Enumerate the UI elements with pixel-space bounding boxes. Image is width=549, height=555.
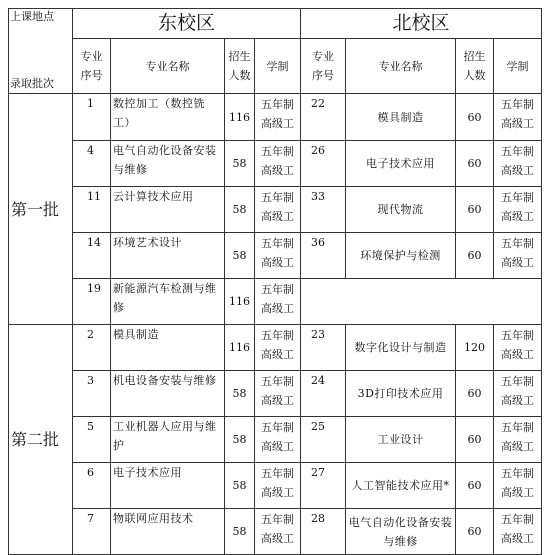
north-seq-cell: 22 <box>301 94 346 141</box>
east-name-cell: 工业机器人应用与维护 <box>111 417 225 463</box>
east-system-cell: 五年制高级工 <box>255 509 301 555</box>
east-count-cell: 116 <box>225 279 255 325</box>
east-seq-cell: 4 <box>73 141 111 187</box>
north-count-cell: 60 <box>456 417 494 463</box>
north-name-cell: 数字化设计与制造 <box>346 325 456 371</box>
north-name-header: 专业名称 <box>346 39 456 94</box>
table-row <box>9 94 542 141</box>
east-count-cell: 116 <box>225 94 255 141</box>
north-name-cell: 模具制造 <box>346 94 456 141</box>
north-seq-cell: 27 <box>301 463 346 509</box>
north-seq-header: 专业 序号 <box>301 39 346 94</box>
east-seq-cell: 1 <box>73 94 111 141</box>
east-count-cell: 58 <box>225 417 255 463</box>
east-name-cell: 环境艺术设计 <box>111 233 225 279</box>
campus-header-row <box>9 9 542 39</box>
north-system-cell: 五年制高级工 <box>494 463 542 509</box>
east-seq-cell: 14 <box>73 233 111 279</box>
north-name-cell: 电子技术应用 <box>346 141 456 187</box>
east-name-cell: 新能源汽车检测与维修 <box>111 279 225 325</box>
east-count-cell: 58 <box>225 233 255 279</box>
east-seq-cell: 6 <box>73 463 111 509</box>
north-count-cell: 120 <box>456 325 494 371</box>
east-enroll-header: 招生 人数 <box>225 39 255 94</box>
north-count-cell: 60 <box>456 94 494 141</box>
north-name-cell: 3D打印技术应用 <box>346 371 456 417</box>
east-seq-cell: 5 <box>73 417 111 463</box>
east-name-cell: 电气自动化设备安装与维修 <box>111 141 225 187</box>
north-count-cell: 60 <box>456 233 494 279</box>
east-system-cell: 五年制高级工 <box>255 94 301 141</box>
north-name-cell: 电气自动化设备安装与维修 <box>346 509 456 555</box>
east-campus-header: 东校区 <box>73 9 301 39</box>
batch-label: 录取批次 <box>10 77 54 90</box>
north-seq-cell: 28 <box>301 509 346 555</box>
north-count-cell: 60 <box>456 371 494 417</box>
east-name-header: 专业名称 <box>111 39 225 94</box>
north-system-cell: 五年制高级工 <box>494 94 542 141</box>
table-row <box>9 233 542 279</box>
east-seq-cell: 2 <box>73 325 111 371</box>
east-count-cell: 116 <box>225 325 255 371</box>
east-name-cell: 云计算技术应用 <box>111 187 225 233</box>
east-count-cell: 58 <box>225 463 255 509</box>
north-seq-cell: 25 <box>301 417 346 463</box>
east-system-cell: 五年制高级工 <box>255 463 301 509</box>
north-campus-header: 北校区 <box>301 9 542 39</box>
east-name-cell: 物联网应用技术 <box>111 509 225 555</box>
east-name-cell: 数控加工（数控铣工） <box>111 94 225 141</box>
north-seq-cell: 33 <box>301 187 346 233</box>
east-seq-cell: 7 <box>73 509 111 555</box>
east-system-cell: 五年制高级工 <box>255 325 301 371</box>
east-system-cell: 五年制高级工 <box>255 187 301 233</box>
north-system-cell: 五年制高级工 <box>494 141 542 187</box>
east-count-cell: 58 <box>225 371 255 417</box>
north-seq-cell: 36 <box>301 233 346 279</box>
east-name-cell: 电子技术应用 <box>111 463 225 509</box>
table-row <box>9 279 542 325</box>
north-system-cell: 五年制高级工 <box>494 187 542 233</box>
north-name-cell: 工业设计 <box>346 417 456 463</box>
north-count-cell: 60 <box>456 463 494 509</box>
table-row <box>9 141 542 187</box>
table-row <box>9 509 542 555</box>
east-system-cell: 五年制高级工 <box>255 233 301 279</box>
east-seq-cell: 11 <box>73 187 111 233</box>
east-seq-header: 专业 序号 <box>73 39 111 94</box>
east-system-cell: 五年制高级工 <box>255 141 301 187</box>
east-seq-cell: 3 <box>73 371 111 417</box>
east-system-cell: 五年制高级工 <box>255 417 301 463</box>
east-system-cell: 五年制高级工 <box>255 279 301 325</box>
enrollment-table <box>8 8 542 555</box>
east-count-cell: 58 <box>225 187 255 233</box>
north-system-cell: 五年制高级工 <box>494 371 542 417</box>
north-system-cell: 五年制高级工 <box>494 509 542 555</box>
batch-label-cell: 第一批 <box>9 94 73 325</box>
table-row <box>9 187 542 233</box>
north-seq-cell: 24 <box>301 371 346 417</box>
north-system-cell: 五年制高级工 <box>494 417 542 463</box>
north-system-header: 学制 <box>494 39 542 94</box>
east-count-cell: 58 <box>225 141 255 187</box>
north-enroll-header: 招生 人数 <box>456 39 494 94</box>
east-system-cell: 五年制高级工 <box>255 371 301 417</box>
table-body <box>9 9 542 555</box>
table-row <box>9 463 542 509</box>
table-row <box>9 371 542 417</box>
north-seq-cell: 23 <box>301 325 346 371</box>
corner-header-cell <box>9 9 73 94</box>
table-row <box>9 417 542 463</box>
north-name-cell: 人工智能技术应用* <box>346 463 456 509</box>
table-row <box>9 325 542 371</box>
east-system-header: 学制 <box>255 39 301 94</box>
north-empty-cell <box>301 279 542 325</box>
north-count-cell: 60 <box>456 509 494 555</box>
east-seq-cell: 19 <box>73 279 111 325</box>
location-label: 上课地点 <box>10 10 54 23</box>
north-system-cell: 五年制高级工 <box>494 325 542 371</box>
column-header-row <box>9 39 542 94</box>
north-seq-cell: 26 <box>301 141 346 187</box>
east-name-cell: 机电设备安装与维修 <box>111 371 225 417</box>
north-count-cell: 60 <box>456 141 494 187</box>
north-name-cell: 现代物流 <box>346 187 456 233</box>
batch-label-cell: 第二批 <box>9 325 73 555</box>
east-name-cell: 模具制造 <box>111 325 225 371</box>
north-name-cell: 环境保护与检测 <box>346 233 456 279</box>
north-count-cell: 60 <box>456 187 494 233</box>
north-system-cell: 五年制高级工 <box>494 233 542 279</box>
east-count-cell: 58 <box>225 509 255 555</box>
